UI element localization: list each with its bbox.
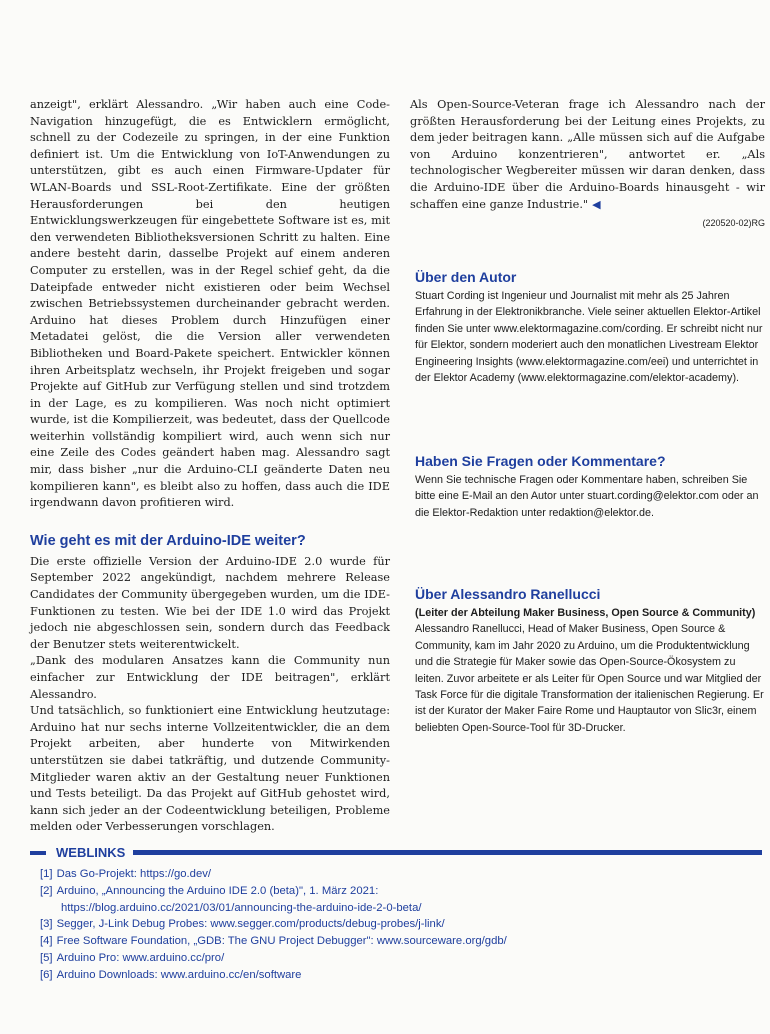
questions-box xyxy=(415,452,765,521)
end-of-article-icon: ◀ xyxy=(592,197,601,211)
weblink-text[interactable]: Arduino Downloads: www.arduino.cc/en/software xyxy=(56,968,302,981)
about-alessandro-box xyxy=(415,585,765,736)
about-author-text: Stuart Cording ist Ingenieur und Journalist mit mehr als 25 Jahren Erfahrung in der Elektronikbranche. Viele seiner aktuellen Elektor-Artikel finden Sie unter www.elektormagazine.com/cording. Er schreibt nicht nur für Elektor, sondern moderiert auch den monatlichen Livestream Elektor Engineering Insights (www.elektormagazine.com/eei) und unterrichtet in der Elektor Academy (www.elektormagazine.com/elektor-academy). xyxy=(415,290,763,385)
right-column-text xyxy=(410,97,765,232)
left-column xyxy=(30,97,390,836)
body-paragraph xyxy=(410,97,765,213)
weblink-item[interactable] xyxy=(40,933,762,950)
about-alessandro-text: Alessandro Ranellucci, Head of Maker Business, Open Source & Community, kam im Jahr 2020 zu Arduino, um die Produktentwicklung und die Strategie für Maker sowie das Open-Source-Ökosystem zu leiten. Zuvor arbeitete er als Leiter für Open Source und war Mitglied der Task Force für die digitale Transformation der italienischen Regierung. Er ist der Kurator der Maker Faire Rome und Hauptautor von Slic3r, einem beliebten Open-Source-Tool für 3D-Drucker. xyxy=(415,623,764,734)
weblinks-header xyxy=(30,845,762,860)
weblinks-dash xyxy=(30,851,46,855)
weblink-item[interactable] xyxy=(40,967,762,984)
section-heading: Wie geht es mit der Arduino-IDE weiter? xyxy=(30,532,306,549)
weblinks-rule xyxy=(133,850,762,855)
weblink-item[interactable] xyxy=(40,883,762,917)
weblink-number: [2] xyxy=(40,884,53,897)
weblink-url[interactable]: https://blog.arduino.cc/2021/03/01/announcing-the-arduino-ide-2-0-beta/ xyxy=(61,901,422,914)
weblink-number: [6] xyxy=(40,968,53,981)
body-paragraph: anzeigt", erklärt Alessandro. „Wir haben auch eine Code-Navigation hinzugefügt, die es Entwicklern ermöglicht, schnell zu der Codezeile zu springen, in der eine Funktion definiert ist. Um die Entwicklung von IoT-Anwendungen zu unterstützen, gibt es auch einen Firmware-Updater für WLAN-Boards und SSL-Root-Zertifikate. Eine der größten Herausforderungen bei den heutigen Entwicklungswerkzeugen für eingebettete Software ist es, mit den verwendeten Bibliotheksversionen Schritt zu halten. Eine andere besteht darin, dasselbe Projekt auf einem anderen Computer zu erstellen, was in der Regel schief geht, da die Dateipfade entweder nicht existieren oder beim Wechsel zwischen Betriebssystemen durcheinander gebracht werden. Arduino hat dieses Problem durch Hinzufügen einer Metadatei gelöst, die die Version aller verwendeten Bibliotheken und Board-Pakete speichert. Entwickler können ihren Arbeitsplatz wechseln, ihr Projekt freigeben und sogar Projekte auf GitHub zur Verfügung stellen und sind trotzdem in der Lage, es zu kompilieren. Was noch nicht optimiert wurde, ist die Kompilierzeit, was bedeutet, dass der Quellcode weiterhin vollständig kompiliert wird, auch wenn sich nur eine Zeile des Codes geändert haben mag. Alessandro sagt mir, dass bisher „nur die Arduino-CLI geänderte Daten neu kompilieren kann", es bleibt also zu hoffen, dass auch die IDE irgendwann davon profitieren wird. xyxy=(30,98,390,510)
weblink-text[interactable]: Arduino, „Announcing the Arduino IDE 2.0 (beta)", 1. März 2021: xyxy=(56,884,379,897)
closing-paragraph-text: Als Open-Source-Veteran frage ich Alessandro nach der größten Herausforderung bei der Leitung eines Projekts, zu dem jeder beitragen kann. „Alle müssen sich auf die Aufgabe von Arduino konzentrieren", antwortet er. „Als technologischer Wegbereiter müssen wir daran denken, dass die Arduino-IDE über die Arduino-Boards hinausgeht - wir schaffen eine ganze Industrie." xyxy=(410,98,765,211)
weblink-text[interactable]: Arduino Pro: www.arduino.cc/pro/ xyxy=(56,951,225,964)
about-alessandro-subtitle: (Leiter der Abteilung Maker Business, Open Source & Community) xyxy=(415,607,756,619)
body-paragraph: „Dank des modularen Ansatzes kann die Community nun einfacher zur Entwicklung der IDE beitragen", erklärt Alessandro. xyxy=(30,654,390,701)
about-alessandro-title: Über Alessandro Ranellucci xyxy=(415,586,601,602)
about-author-title: Über den Autor xyxy=(415,269,517,285)
weblink-number: [3] xyxy=(40,918,53,931)
body-paragraph: Die erste offizielle Version der Arduino-IDE 2.0 wurde für September 2022 angekündigt, nachdem mehrere Release Candidates der Community übergegeben wurden, um die IDE-Funktionen zu testen. Wie bei der IDE 1.0 wird das Projekt jedoch nie abgeschlossen sein, sondern durch das Feedback der Benutzer stets weiterentwickelt. xyxy=(30,554,390,651)
weblinks-title: WEBLINKS xyxy=(56,845,126,860)
weblink-number: [4] xyxy=(40,935,53,948)
weblink-item[interactable] xyxy=(40,866,762,883)
weblinks-section xyxy=(30,845,762,984)
weblinks-list xyxy=(40,866,762,984)
weblink-text[interactable]: Segger, J-Link Debug Probes: www.segger.com/products/debug-probes/j-link/ xyxy=(56,918,445,931)
weblink-number: [1] xyxy=(40,868,53,880)
weblink-text[interactable]: Free Software Foundation, „GDB: The GNU Project Debugger": www.sourceware.org/gdb/ xyxy=(56,935,507,948)
body-paragraph: Und tatsächlich, so funktioniert eine Entwicklung heutzutage: Arduino hat nur sechs interne Vollzeitentwickler, die an dem Projekt arbeiten, aber hunderte von Mitwirkenden unterstützen sie dabei tatkräftig, und dutzende Community-Mitglieder waren aktiv an der Gestaltung neuer Funktionen und Tests beteiligt. Da das Projekt auf GitHub gehostet wird, kann sich jeder an der Codeentwicklung beteiligen, Probleme melden oder Verbesserungen vorschlagen. xyxy=(30,704,390,834)
about-author-box xyxy=(415,268,765,386)
weblink-item[interactable] xyxy=(40,916,762,933)
article-reference: (220520-02)RG xyxy=(702,218,765,229)
weblink-text[interactable]: Das Go-Projekt: https://go.dev/ xyxy=(56,868,212,880)
weblink-item[interactable] xyxy=(40,950,762,967)
questions-text: Wenn Sie technische Fragen oder Kommentare haben, schreiben Sie bitte eine E-Mail an den Autor unter stuart.cording@elektor.com oder an die Elektor-Redaktion unter redaktion@elektor.de. xyxy=(415,474,759,519)
weblink-number: [5] xyxy=(40,951,53,964)
questions-title: Haben Sie Fragen oder Kommentare? xyxy=(415,453,666,469)
